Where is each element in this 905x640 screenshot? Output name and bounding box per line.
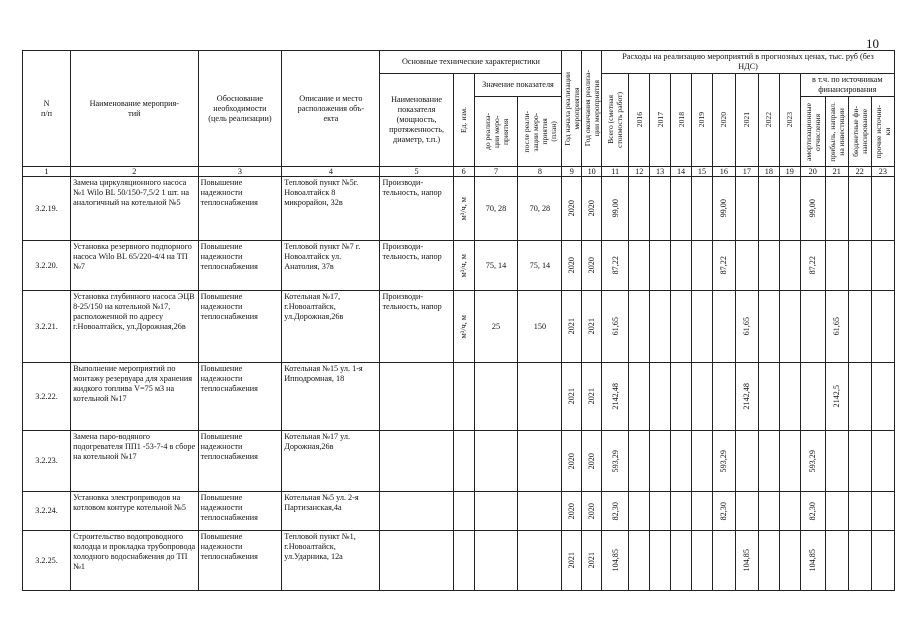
row-source-profit (825, 291, 848, 363)
row-start-year (562, 531, 582, 591)
row-value-after: 150 (518, 291, 562, 363)
row-year-2020 (712, 363, 735, 431)
row-total-text: 99,00 (610, 199, 620, 218)
row-value-before: 70, 28 (474, 177, 518, 241)
header-location: Описание и место расположения объ- екта (282, 51, 380, 167)
row-source-other (871, 291, 894, 363)
page-number: 10 (866, 36, 879, 51)
table-row (23, 291, 895, 363)
table-row (23, 363, 895, 431)
row-reason: Повышение надежности теплоснабжения (198, 177, 282, 241)
row-end-year (582, 363, 602, 431)
row-total-text: 87,22 (610, 256, 620, 275)
investment-table (22, 50, 895, 591)
row-year-2020 (712, 241, 735, 291)
row-year-2016 (629, 531, 650, 591)
row-source-amort-text: 82,30 (808, 501, 818, 521)
row-source-amort-text: 99,00 (808, 199, 818, 218)
row-value-before (474, 492, 518, 531)
table-row (23, 241, 895, 291)
row-year-2023 (779, 431, 800, 492)
row-unit (453, 291, 474, 363)
row-start-year-text: 2020 (567, 257, 577, 274)
row-source-other (871, 241, 894, 291)
header-source-profit (825, 97, 848, 167)
column-number: 8 (518, 167, 562, 177)
row-end-year-text: 2021 (587, 552, 597, 569)
row-year-2018 (671, 431, 692, 492)
row-source-profit (825, 363, 848, 431)
row-unit (453, 492, 474, 531)
row-year-2020-text: 87,22 (719, 256, 729, 275)
row-year-2022 (758, 241, 779, 291)
row-year-2023 (779, 177, 800, 241)
row-location: Котельная №15 ул. 1-я Ипподромная, 18 (282, 363, 380, 431)
row-start-year (562, 291, 582, 363)
column-number: 20 (800, 167, 825, 177)
column-number: 1 (23, 167, 71, 177)
row-end-year-text: 2020 (587, 502, 597, 520)
row-number: 3.2.23. (23, 431, 71, 492)
column-number: 17 (735, 167, 758, 177)
row-year-2016 (629, 241, 650, 291)
row-start-year (562, 363, 582, 431)
header-end-text: Год окончания реализа- ции мероприятия (582, 70, 601, 147)
row-year-2021 (735, 531, 758, 591)
row-source-amort-text: 87,22 (808, 256, 818, 275)
row-year-2017 (650, 531, 671, 591)
row-year-2020 (712, 531, 735, 591)
header-year-2020 (712, 74, 735, 167)
column-number: 14 (671, 167, 692, 177)
row-year-2022 (758, 177, 779, 241)
row-value-after (518, 363, 562, 431)
row-total-text: 61,65 (610, 317, 620, 336)
row-source-amort (800, 531, 825, 591)
row-value-before (474, 431, 518, 492)
row-end-year (582, 492, 602, 531)
row-indicator: Производи-тельность, напор (380, 177, 453, 241)
row-source-budget (848, 177, 871, 241)
column-number: 11 (602, 167, 629, 177)
row-source-profit (825, 241, 848, 291)
row-unit (453, 363, 474, 431)
row-unit (453, 177, 474, 241)
column-number-row (23, 167, 895, 177)
row-year-2018 (671, 363, 692, 431)
row-end-year-text: 2020 (587, 452, 597, 470)
row-year-2020-text: 99,00 (719, 199, 729, 218)
row-start-year (562, 241, 582, 291)
row-reason: Повышение надежности теплоснабжения (198, 291, 282, 363)
row-name: Замена паро-водяного подогревателя ПП1 -53-7-4 в сборе на котельной №17 (71, 431, 199, 492)
row-year-2021 (735, 363, 758, 431)
row-year-2022 (758, 492, 779, 531)
row-year-2017 (650, 363, 671, 431)
column-number: 15 (691, 167, 712, 177)
row-number: 3.2.25. (23, 531, 71, 591)
row-year-2019 (691, 177, 712, 241)
row-value-before: 75, 14 (474, 241, 518, 291)
row-total (602, 492, 629, 531)
row-indicator (380, 363, 453, 431)
row-source-budget (848, 241, 871, 291)
row-unit (453, 531, 474, 591)
table-row (23, 177, 895, 241)
row-location: Тепловой пункт №7 г. Новоалтайск ул. Анатолия, 37в (282, 241, 380, 291)
row-total (602, 177, 629, 241)
row-name: Строительство водопроводного колодца и прокладка трубопровода холодного водоснабжения до ТП №1 (71, 531, 199, 591)
row-year-2023 (779, 531, 800, 591)
row-end-year (582, 291, 602, 363)
row-value-before (474, 531, 518, 591)
row-year-2020-text: 593,29 (719, 449, 729, 473)
row-start-year-text: 2020 (567, 452, 577, 470)
row-source-other (871, 531, 894, 591)
column-number: 2 (71, 167, 199, 177)
column-number: 6 (453, 167, 474, 177)
header-year-2021 (735, 74, 758, 167)
column-number: 7 (474, 167, 518, 177)
row-source-budget (848, 291, 871, 363)
row-source-budget (848, 492, 871, 531)
table-body (23, 177, 895, 591)
row-unit-text: м³/ч, м (459, 314, 469, 339)
row-year-2018 (671, 241, 692, 291)
row-year-2020 (712, 177, 735, 241)
row-year-2023 (779, 492, 800, 531)
row-location: Котельная №5 ул. 2-я Партизанская,4а (282, 492, 380, 531)
row-source-amort (800, 363, 825, 431)
row-year-2023 (779, 241, 800, 291)
row-total (602, 241, 629, 291)
row-start-year (562, 177, 582, 241)
row-indicator (380, 431, 453, 492)
row-year-2016 (629, 363, 650, 431)
header-start (562, 51, 582, 167)
column-number: 4 (282, 167, 380, 177)
row-indicator: Производи-тельность, напор (380, 241, 453, 291)
header-tech: Основные технические характеристики (380, 51, 562, 74)
row-year-2017 (650, 291, 671, 363)
row-year-2018 (671, 492, 692, 531)
row-end-year-text: 2021 (587, 388, 597, 405)
column-number: 22 (848, 167, 871, 177)
header-unit (453, 74, 474, 167)
row-value-after: 70, 28 (518, 177, 562, 241)
table-header (23, 51, 895, 177)
row-value-before: 25 (474, 291, 518, 363)
row-end-year (582, 531, 602, 591)
row-total (602, 531, 629, 591)
row-year-2023 (779, 363, 800, 431)
row-source-amort (800, 291, 825, 363)
row-source-amort-text: 104,85 (808, 549, 818, 572)
row-source-amort (800, 177, 825, 241)
header-year-2023 (779, 74, 800, 167)
row-year-2020 (712, 492, 735, 531)
row-reason: Повышение надежности теплоснабжения (198, 363, 282, 431)
row-year-2021-text: 2142,48 (742, 383, 752, 410)
row-year-2021 (735, 431, 758, 492)
row-year-2021 (735, 492, 758, 531)
header-unit-text: Ед. изм. (459, 107, 469, 133)
row-year-2022 (758, 531, 779, 591)
row-source-budget (848, 363, 871, 431)
row-start-year-text: 2021 (567, 318, 577, 335)
row-end-year (582, 177, 602, 241)
row-year-2021 (735, 291, 758, 363)
header-year-2021-text: 2021 (742, 112, 752, 128)
row-source-other (871, 363, 894, 431)
row-year-2021-text: 104,85 (742, 549, 752, 572)
row-source-profit (825, 492, 848, 531)
row-year-2021-text: 61,65 (742, 317, 752, 336)
row-name: Замена циркуляционного насоса №1 Wilo BL 50/150-7,5/2 1 шт. на аналогичный на котельной №5 (71, 177, 199, 241)
row-year-2019 (691, 531, 712, 591)
header-after (518, 97, 562, 167)
row-year-2023 (779, 291, 800, 363)
row-indicator: Производи-тельность, напор (380, 291, 453, 363)
header-value: Значение показателя (474, 74, 562, 97)
row-year-2017 (650, 241, 671, 291)
column-number: 3 (198, 167, 282, 177)
header-year-2017 (650, 74, 671, 167)
header-source-amort-text: амортизационные отчисления (803, 102, 822, 161)
row-total-text: 104,85 (610, 549, 620, 572)
row-value-after (518, 431, 562, 492)
column-number: 10 (582, 167, 602, 177)
header-year-2016-text: 2016 (634, 112, 644, 128)
row-reason: Повышение надежности теплоснабжения (198, 431, 282, 492)
row-end-year (582, 431, 602, 492)
row-source-budget (848, 431, 871, 492)
row-source-amort-text: 593,29 (808, 449, 818, 473)
header-year-2018-text: 2018 (676, 112, 686, 128)
column-number: 18 (758, 167, 779, 177)
header-source-profit-text: прибыль, направл. на инвестиции (827, 101, 846, 162)
row-name: Выполнение мероприятий по монтажу резервуара для хранения жидкого топлива V=75 м3 на котельной №17 (71, 363, 199, 431)
row-location: Котельная №17 ул. Дорожная,26в (282, 431, 380, 492)
row-number: 3.2.21. (23, 291, 71, 363)
header-year-2018 (671, 74, 692, 167)
row-source-budget (848, 531, 871, 591)
column-number: 19 (779, 167, 800, 177)
row-year-2019 (691, 363, 712, 431)
row-end-year (582, 241, 602, 291)
row-source-other (871, 177, 894, 241)
row-year-2020 (712, 431, 735, 492)
row-start-year (562, 492, 582, 531)
row-location: Тепловой пункт №1, г.Новоалтайск, ул.Ударника, 12а (282, 531, 380, 591)
header-costs: Расходы на реализацию мероприятий в прогнозных ценах, тыс. руб (без НДС) (602, 51, 895, 74)
row-reason: Повышение надежности теплоснабжения (198, 531, 282, 591)
row-total (602, 363, 629, 431)
header-after-text: после реали- зации меро- приятия (план) (521, 110, 558, 153)
row-value-after (518, 531, 562, 591)
row-reason: Повышение надежности теплоснабжения (198, 241, 282, 291)
header-sources: в т.ч. по источникам финансирования (800, 74, 894, 97)
row-total-text: 2142,48 (610, 383, 620, 410)
header-source-budget-text: бюджетные фи- нансирование (850, 106, 869, 157)
row-number: 3.2.19. (23, 177, 71, 241)
row-source-other (871, 431, 894, 492)
row-name: Установка глубинного насоса ЭЦВ 8-25/150 на котельной №17, расположенной по адресу г.Новоалтайск, ул.Дорожная,26в (71, 291, 199, 363)
row-reason: Повышение надежности теплоснабжения (198, 492, 282, 531)
row-name: Установка электроприводов на котловом контуре котельной №5 (71, 492, 199, 531)
column-number: 13 (650, 167, 671, 177)
row-unit (453, 241, 474, 291)
row-year-2018 (671, 291, 692, 363)
header-year-2019 (691, 74, 712, 167)
row-year-2017 (650, 177, 671, 241)
header-reason: Обоснование необходимости (цель реализации) (198, 51, 282, 167)
header-year-2022-text: 2022 (764, 112, 774, 128)
row-start-year-text: 2021 (567, 388, 577, 405)
row-year-2017 (650, 431, 671, 492)
header-start-text: Год начала реализации мероприятия (562, 71, 581, 146)
header-year-2019-text: 2019 (697, 112, 707, 128)
row-unit-text: м³/ч, м (459, 196, 469, 221)
header-source-other (871, 97, 894, 167)
header-year-2016 (629, 74, 650, 167)
row-year-2016 (629, 291, 650, 363)
header-year-2022 (758, 74, 779, 167)
column-number: 5 (380, 167, 453, 177)
row-start-year-text: 2021 (567, 552, 577, 569)
row-number: 3.2.24. (23, 492, 71, 531)
header-source-budget (848, 97, 871, 167)
table-row (23, 531, 895, 591)
header-end (582, 51, 602, 167)
header-total (602, 74, 629, 167)
row-source-profit (825, 431, 848, 492)
row-year-2016 (629, 177, 650, 241)
row-year-2019 (691, 431, 712, 492)
row-total (602, 291, 629, 363)
row-total (602, 431, 629, 492)
header-n: N п/п (23, 51, 71, 167)
row-end-year-text: 2020 (587, 257, 597, 274)
row-source-amort (800, 241, 825, 291)
row-location: Котельная №17, г.Новоалтайск, ул.Дорожная,26в (282, 291, 380, 363)
header-source-amort (800, 97, 825, 167)
column-number: 23 (871, 167, 894, 177)
header-indicator-name: Наименование показателя (мощность, протяженность, диаметр, т.п.) (380, 74, 453, 167)
row-source-amort (800, 492, 825, 531)
row-value-after (518, 492, 562, 531)
column-number: 12 (629, 167, 650, 177)
row-start-year (562, 431, 582, 492)
header-year-2020-text: 2020 (719, 112, 729, 128)
row-source-profit (825, 531, 848, 591)
row-unit (453, 431, 474, 492)
row-year-2021 (735, 241, 758, 291)
row-end-year-text: 2021 (587, 318, 597, 335)
row-number: 3.2.22. (23, 363, 71, 431)
header-source-other-text: прочие источни- ки (873, 104, 892, 159)
row-year-2017 (650, 492, 671, 531)
row-source-profit (825, 177, 848, 241)
row-indicator (380, 531, 453, 591)
table-row (23, 431, 895, 492)
row-year-2019 (691, 492, 712, 531)
row-source-amort (800, 431, 825, 492)
row-year-2019 (691, 291, 712, 363)
header-year-2023-text: 2023 (785, 112, 795, 128)
header-before (474, 97, 518, 167)
header-before-text: до реализа- ции меро- приятия (482, 112, 510, 150)
row-start-year-text: 2020 (567, 502, 577, 520)
row-total-text: 82,30 (610, 501, 620, 521)
row-start-year-text: 2020 (567, 200, 577, 217)
row-year-2021 (735, 177, 758, 241)
row-indicator (380, 492, 453, 531)
row-year-2022 (758, 363, 779, 431)
row-unit-text: м³/ч, м (459, 253, 469, 278)
row-source-profit-text: 2142,5 (832, 385, 842, 408)
header-year-2017-text: 2017 (655, 112, 665, 128)
row-name: Установка резервного подпорного насоса Wilo BL 65/220-4/4 на ТП №7 (71, 241, 199, 291)
row-year-2019 (691, 241, 712, 291)
row-location: Тепловой пункт №5г. Новоалтайск 8 микрорайон, 32в (282, 177, 380, 241)
table-row (23, 492, 895, 531)
header-name: Наименование мероприя- тий (71, 51, 199, 167)
row-end-year-text: 2020 (587, 200, 597, 217)
row-year-2020 (712, 291, 735, 363)
row-total-text: 593,29 (610, 449, 620, 473)
row-source-profit-text: 61,65 (832, 317, 842, 336)
row-year-2020-text: 82,30 (719, 501, 729, 521)
row-year-2018 (671, 177, 692, 241)
row-year-2022 (758, 291, 779, 363)
row-year-2016 (629, 431, 650, 492)
row-year-2018 (671, 531, 692, 591)
row-value-after: 75, 14 (518, 241, 562, 291)
row-value-before (474, 363, 518, 431)
column-number: 9 (562, 167, 582, 177)
row-year-2016 (629, 492, 650, 531)
row-source-other (871, 492, 894, 531)
row-year-2022 (758, 431, 779, 492)
row-number: 3.2.20. (23, 241, 71, 291)
column-number: 21 (825, 167, 848, 177)
column-number: 16 (712, 167, 735, 177)
header-total-text: Всего (сметная стоимость работ) (606, 92, 625, 148)
